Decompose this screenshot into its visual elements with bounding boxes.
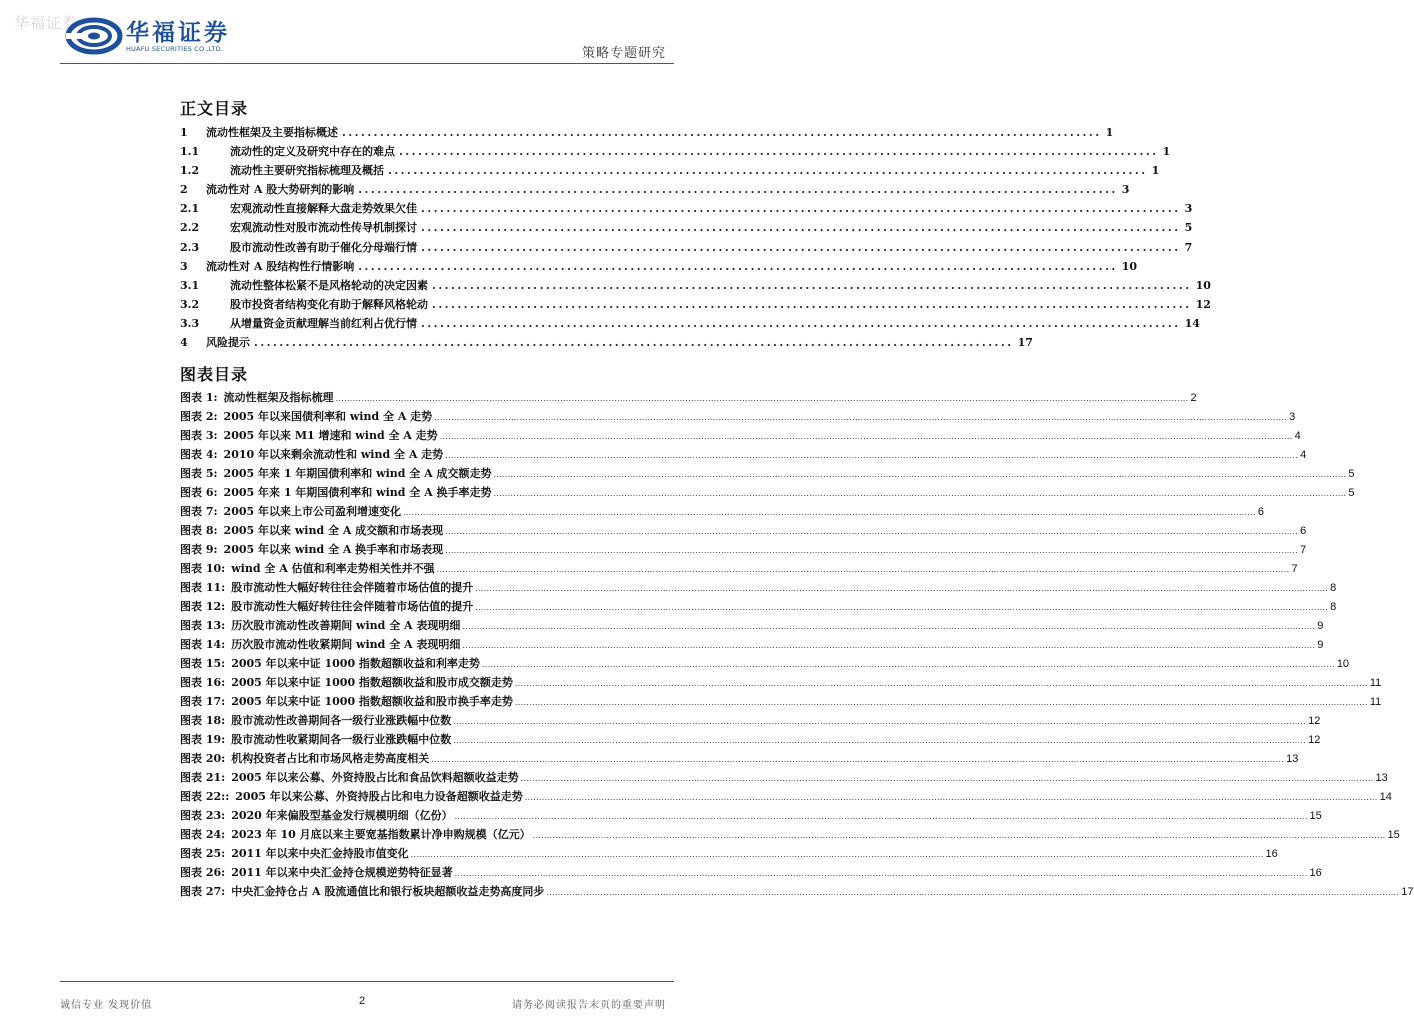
figure-entry-number: 图表 12: — [180, 600, 226, 613]
figure-entry[interactable] — [180, 712, 1321, 731]
toc-list — [180, 124, 1211, 353]
figure-entry-page: 11 — [1369, 696, 1382, 708]
figure-entry[interactable] — [180, 408, 1296, 427]
figure-entry-page: 14 — [1379, 791, 1392, 803]
toc-entry-title: 流动性整体松紧不是风格轮动的决定因素 — [230, 278, 428, 292]
figure-entry-title: 中央汇金持仓占 A 股流通值比和银行板块超额收益走势高度同步 — [231, 885, 545, 898]
figure-entry-page: 13 — [1375, 772, 1388, 784]
figure-list — [180, 389, 1414, 902]
figure-entry-page: 15 — [1309, 810, 1322, 822]
leader-dots: ............................................................................................................................................................................................................................................................................................................ — [481, 660, 1335, 669]
leader-dots: ........................................................................................................................ — [421, 316, 1181, 330]
figure-entry[interactable] — [180, 845, 1278, 864]
figure-entry[interactable] — [180, 788, 1392, 807]
figure-entry[interactable] — [180, 693, 1382, 712]
figure-entry-title: 2011 年以来中央汇金持仓规模逆势特征显著 — [231, 866, 453, 879]
figure-entry-title: 2005 年以来中证 1000 指数超额收益和利率走势 — [231, 657, 480, 670]
leader-dots: ........................................................................................................................ — [432, 297, 1192, 311]
figure-entry-title: 股市流动性大幅好转往往会伴随着市场估值的提升 — [231, 600, 474, 613]
figure-entry-page: 9 — [1317, 620, 1324, 632]
figure-entry[interactable] — [180, 769, 1388, 788]
toc-entry-number: 3.3 — [180, 316, 200, 330]
figure-entry-number: 图表 9: — [180, 543, 218, 556]
toc-entry-page: 14 — [1184, 316, 1200, 330]
toc-entry-page: 3 — [1121, 183, 1130, 197]
figure-entry-number: 图表 19: — [180, 733, 226, 746]
company-logo — [66, 14, 266, 60]
figure-entry-title: 流动性框架及指标梳理 — [223, 391, 334, 404]
figure-entry[interactable] — [180, 750, 1299, 769]
leader-dots: ............................................................................................................................................................................................................................................................................................................ — [454, 869, 1308, 878]
figure-entry-number: 图表 26: — [180, 866, 226, 879]
leader-dots: ............................................................................................................................................................................................................................................................................................................ — [524, 793, 1378, 802]
toc-entry-page: 1 — [1105, 126, 1114, 139]
leader-dots: ............................................................................................................................................................................................................................................................................................................ — [546, 888, 1400, 897]
toc-entry[interactable] — [180, 181, 1130, 200]
toc-entry-page: 5 — [1184, 221, 1193, 235]
figure-entry-number: 图表 4: — [180, 448, 218, 461]
toc-entry-title: 股市投资者结构变化有助于解释风格轮动 — [230, 297, 428, 311]
toc-entry[interactable] — [180, 200, 1193, 219]
toc-entry-title: 流动性主要研究指标梳理及概括 — [230, 164, 384, 178]
watermark: 华福证券 — [14, 14, 79, 32]
figure-entry-number: 图表 27: — [180, 885, 226, 898]
toc-entry[interactable] — [180, 124, 1114, 143]
figure-entry-title: wind 全 A 估值和利率走势相关性并不强 — [231, 562, 435, 575]
figure-entry-title: 2005 年以来公募、外资持股占比和电力设备超额收益走势 — [235, 790, 523, 803]
leader-dots: ............................................................................................................................................................................................................................................................................................................ — [514, 679, 1368, 688]
figure-entry[interactable] — [180, 579, 1337, 598]
figure-entry-number: 图表 14: — [180, 638, 226, 651]
figure-entry-page: 12 — [1308, 715, 1321, 727]
leader-dots: ........................................................................................................................ — [358, 259, 1118, 273]
figure-entry-page: 17 — [1401, 886, 1414, 898]
leader-dots: ........................................................................................................................ — [421, 221, 1181, 235]
figure-entry-title: 机构投资者占比和市场风格走势高度相关 — [231, 752, 430, 765]
figure-entry-title: 股市流动性改善期间各一级行业涨跌幅中位数 — [231, 714, 452, 727]
toc-entry-page: 1 — [1162, 145, 1171, 159]
page-number: 2 — [358, 995, 366, 1007]
leader-dots: ............................................................................................................................................................................................................................................................................................................ — [453, 736, 1307, 745]
toc-entry-title: 流动性对 A 股结构性行情影响 — [206, 259, 355, 273]
figure-entry-number: 图表 21: — [180, 771, 226, 784]
toc-heading: 正文目录 — [180, 99, 249, 118]
figure-entry-number: 图表 23: — [180, 809, 226, 822]
toc-entry-page: 7 — [1184, 240, 1193, 254]
figure-entry[interactable] — [180, 503, 1265, 522]
toc-entry-number: 2.3 — [180, 240, 200, 254]
leader-dots: ............................................................................................................................................................................................................................................................................................................ — [454, 812, 1308, 821]
figure-entry-page: 10 — [1336, 658, 1350, 670]
figure-entry-number: 图表 15: — [180, 657, 226, 670]
toc-entry-number: 3 — [180, 259, 188, 273]
figure-entry-page: 5 — [1348, 487, 1355, 499]
logo-chinese-name: 华福证券 — [126, 20, 230, 46]
leader-dots: ............................................................................................................................................................................................................................................................................................................ — [520, 774, 1374, 783]
toc-entry[interactable] — [180, 162, 1160, 181]
figure-entry-number: 图表 7: — [180, 505, 218, 518]
toc-entry-number: 4 — [180, 336, 188, 350]
toc-entry-title: 股市流动性改善有助于催化分母端行情 — [230, 240, 417, 254]
figure-entry-number: 图表 20: — [180, 752, 226, 765]
leader-dots: ............................................................................................................................................................................................................................................................................................................ — [453, 717, 1307, 726]
figure-entry-title: 股市流动性大幅好转往往会伴随着市场估值的提升 — [231, 581, 474, 594]
toc-entry-number: 3.1 — [180, 278, 200, 292]
toc-entry-number: 2.1 — [180, 202, 200, 216]
figure-entry-title: 2023 年 10 月底以来主要宽基指数累计净申购规模（亿元） — [231, 828, 531, 841]
leader-dots: ........................................................................................................................ — [421, 202, 1181, 216]
figure-entry-title: 2020 年来偏股型基金发行规模明细（亿份） — [231, 809, 453, 822]
figure-entry-number: 图表 5: — [180, 467, 218, 480]
toc-entry-page: 3 — [1184, 202, 1193, 216]
figure-entry-number: 图表 2: — [180, 410, 218, 423]
figure-entry[interactable] — [180, 465, 1355, 484]
toc-entry[interactable] — [180, 296, 1211, 315]
figure-entry-title: 2005 年以来公募、外资持股占比和食品饮料超额收益走势 — [231, 771, 519, 784]
figure-entry-number: 图表 16: — [180, 676, 226, 689]
toc-entry[interactable] — [180, 334, 1033, 353]
toc-entry-number: 1.1 — [180, 145, 200, 159]
toc-entry[interactable] — [180, 239, 1193, 258]
figure-entry-title: 历次股市流动性收紧期间 wind 全 A 表现明细 — [231, 638, 461, 651]
leader-dots: ............................................................................................................................................................................................................................................................................................................ — [462, 622, 1316, 631]
figure-entry-title: 历次股市流动性改善期间 wind 全 A 表现明细 — [231, 619, 461, 632]
figure-entry-page: 7 — [1300, 544, 1307, 556]
toc-entry-page: 10 — [1121, 259, 1138, 273]
figure-entry-number: 图表 18: — [180, 714, 226, 727]
figure-entry[interactable] — [180, 731, 1321, 750]
figure-entry-page: 13 — [1286, 753, 1299, 765]
toc-entry-number: 1.2 — [180, 164, 200, 178]
figure-entry-page: 8 — [1330, 582, 1337, 594]
toc-entry-page: 10 — [1195, 278, 1211, 292]
figure-entry-page: 4 — [1300, 449, 1307, 461]
footer-slogan: 诚信专业 发现价值 — [60, 1000, 153, 1011]
leader-dots: ............................................................................................................................................................................................................................................................................................................ — [514, 698, 1368, 707]
footer-disclaimer: 请务必阅读报告末页的重要声明 — [512, 1000, 666, 1011]
figure-entry-title: 股市流动性收紧期间各一级行业涨跌幅中位数 — [231, 733, 452, 746]
leader-dots: ........................................................................................................................ — [421, 240, 1181, 254]
figure-entry-title: 2005 年来 1 年期国债利率和 wind 全 A 成交额走势 — [223, 467, 492, 480]
toc-entry-number: 2.2 — [180, 221, 200, 235]
figure-entry-page: 11 — [1369, 677, 1382, 689]
figure-entry-page: 7 — [1291, 563, 1298, 575]
figure-entry-title: 2010 年以来剩余流动性和 wind 全 A 走势 — [223, 448, 444, 461]
toc-entry-page: 12 — [1195, 297, 1211, 311]
figure-entry-title: 2005 年以来上市公司盈利增速变化 — [223, 505, 401, 518]
figure-entry[interactable] — [180, 598, 1337, 617]
leader-dots: ............................................................................................................................................................................................................................................................................................................ — [445, 451, 1299, 460]
figure-entry-title: 2005 年以来 M1 增速和 wind 全 A 走势 — [223, 429, 438, 442]
figure-entry-page: 16 — [1309, 867, 1322, 879]
figure-entry[interactable] — [180, 807, 1322, 826]
figure-entry-title: 2005 年来 1 年期国债利率和 wind 全 A 换手率走势 — [223, 486, 492, 499]
figure-entry-number: 图表 8: — [180, 524, 218, 537]
toc-entry-title: 宏观流动性直接解释大盘走势效果欠佳 — [230, 202, 417, 216]
figure-entry[interactable] — [180, 446, 1307, 465]
toc-entry-page: 1 — [1151, 164, 1160, 178]
leader-dots: ........................................................................................................................ — [358, 183, 1118, 197]
figure-entry-number: 图表 6: — [180, 486, 218, 499]
figure-entry-page: 5 — [1348, 468, 1355, 480]
figure-entry-number: 图表 3: — [180, 429, 218, 442]
figure-entry-number: 图表 13: — [180, 619, 226, 632]
figure-entry[interactable] — [180, 427, 1301, 446]
figure-entry-title: 2005 年以来中证 1000 指数超额收益和股市换手率走势 — [231, 695, 513, 708]
figure-entry-number: 图表 1: — [180, 391, 218, 404]
leader-dots: ............................................................................................................................................................................................................................................................................................................ — [445, 546, 1299, 555]
leader-dots: ........................................................................................................................ — [342, 126, 1102, 139]
toc-entry-title: 流动性对 A 股大势研判的影响 — [206, 183, 355, 197]
figure-entry-page: 8 — [1330, 601, 1337, 613]
figure-entry[interactable] — [180, 617, 1324, 636]
figure-entry-page: 3 — [1289, 411, 1296, 423]
toc-entry[interactable] — [180, 315, 1200, 334]
leader-dots: ............................................................................................................................................................................................................................................................................................................ — [439, 432, 1293, 441]
figure-entry[interactable] — [180, 560, 1298, 579]
figure-entry-title: 2005 年以来中证 1000 指数超额收益和股市成交额走势 — [231, 676, 513, 689]
leader-dots: ........................................................................................................................ — [388, 164, 1148, 178]
figure-entry[interactable] — [180, 864, 1322, 883]
leader-dots: ............................................................................................................................................................................................................................................................................................................ — [434, 413, 1288, 422]
leader-dots: ............................................................................................................................................................................................................................................................................................................ — [445, 527, 1299, 536]
leader-dots: ........................................................................................................................ — [254, 336, 1014, 350]
figure-entry-page: 6 — [1257, 506, 1265, 518]
figure-entry[interactable] — [180, 484, 1355, 503]
leader-dots: ........................................................................................................................ — [432, 278, 1192, 292]
figure-entry[interactable] — [180, 522, 1307, 541]
footer-divider — [60, 981, 674, 982]
leader-dots: ........................................................................................................................ — [399, 145, 1159, 159]
figure-entry[interactable] — [180, 541, 1307, 560]
figure-entry-page: 15 — [1387, 829, 1400, 841]
toc-entry[interactable] — [180, 143, 1171, 162]
figure-entry-page: 9 — [1317, 639, 1324, 651]
figure-entry-page: 2 — [1190, 392, 1197, 404]
figure-entry-number: 图表 11: — [180, 581, 226, 594]
figure-entry[interactable] — [180, 826, 1400, 845]
toc-entry[interactable] — [180, 277, 1211, 296]
logo-english-name: HUAFU SECURITIES CO.,LTD. — [126, 45, 224, 53]
toc-entry-title: 流动性框架及主要指标概述 — [206, 126, 338, 139]
figure-entry-number: 图表 22:: — [180, 790, 230, 803]
leader-dots: ............................................................................................................................................................................................................................................................................................................ — [462, 641, 1316, 650]
figure-entry[interactable] — [180, 636, 1324, 655]
figure-entry-number: 图表 24: — [180, 828, 226, 841]
figure-entry-number: 图表 10: — [180, 562, 226, 575]
figure-entry-page: 6 — [1300, 525, 1307, 537]
toc-entry-title: 宏观流动性对股市流动性传导机制探讨 — [230, 221, 417, 235]
header-divider — [60, 63, 674, 64]
figure-entry-title: 2005 年以来国债利率和 wind 全 A 走势 — [223, 410, 433, 423]
toc-entry-number: 2 — [180, 183, 188, 197]
toc-entry-title: 从增量资金贡献理解当前红利占优行情 — [230, 316, 417, 330]
leader-dots: ............................................................................................................................................................................................................................................................................................................ — [475, 603, 1329, 612]
figure-entry-page: 16 — [1265, 848, 1278, 860]
figure-entry-title: 2005 年以来 wind 全 A 换手率和市场表现 — [223, 543, 444, 556]
leader-dots: ............................................................................................................................................................................................................................................................................................................ — [493, 489, 1347, 498]
figure-entry-page: 4 — [1294, 430, 1301, 442]
leader-dots: ............................................................................................................................................................................................................................................................................................................ — [403, 508, 1256, 517]
toc-entry-title: 流动性的定义及研究中存在的难点 — [230, 145, 395, 159]
toc-entry-number: 1 — [180, 126, 188, 139]
figure-entry-number: 图表 25: — [180, 847, 226, 860]
leader-dots: ............................................................................................................................................................................................................................................................................................................ — [532, 831, 1386, 840]
leader-dots: ............................................................................................................................................................................................................................................................................................................ — [475, 584, 1329, 593]
report-type: 策略专题研究 — [581, 46, 666, 61]
figure-entry[interactable] — [180, 674, 1382, 693]
toc-entry-number: 3.2 — [180, 297, 200, 311]
leader-dots: ............................................................................................................................................................................................................................................................................................................ — [436, 565, 1290, 574]
leader-dots: ............................................................................................................................................................................................................................................................................................................ — [410, 850, 1264, 859]
figure-entry-title: 2005 年以来 wind 全 A 成交额和市场表现 — [223, 524, 444, 537]
figure-entry-page: 12 — [1308, 734, 1321, 746]
figure-entry[interactable] — [180, 883, 1414, 902]
figure-entry-title: 2011 年以来中央汇金持股市值变化 — [231, 847, 409, 860]
leader-dots: ............................................................................................................................................................................................................................................................................................................ — [431, 755, 1285, 764]
toc-entry-page: 17 — [1017, 336, 1033, 350]
figure-entry[interactable] — [180, 389, 1197, 408]
swirl-logo-icon — [66, 16, 122, 56]
figure-list-heading: 图表目录 — [180, 365, 249, 384]
toc-entry-title: 风险提示 — [206, 336, 250, 350]
leader-dots: ............................................................................................................................................................................................................................................................................................................ — [493, 470, 1347, 479]
figure-entry[interactable] — [180, 655, 1350, 674]
toc-entry[interactable] — [180, 219, 1193, 238]
toc-entry[interactable] — [180, 258, 1138, 277]
figure-entry-number: 图表 17: — [180, 695, 226, 708]
leader-dots: ............................................................................................................................................................................................................................................................................................................ — [335, 394, 1189, 403]
